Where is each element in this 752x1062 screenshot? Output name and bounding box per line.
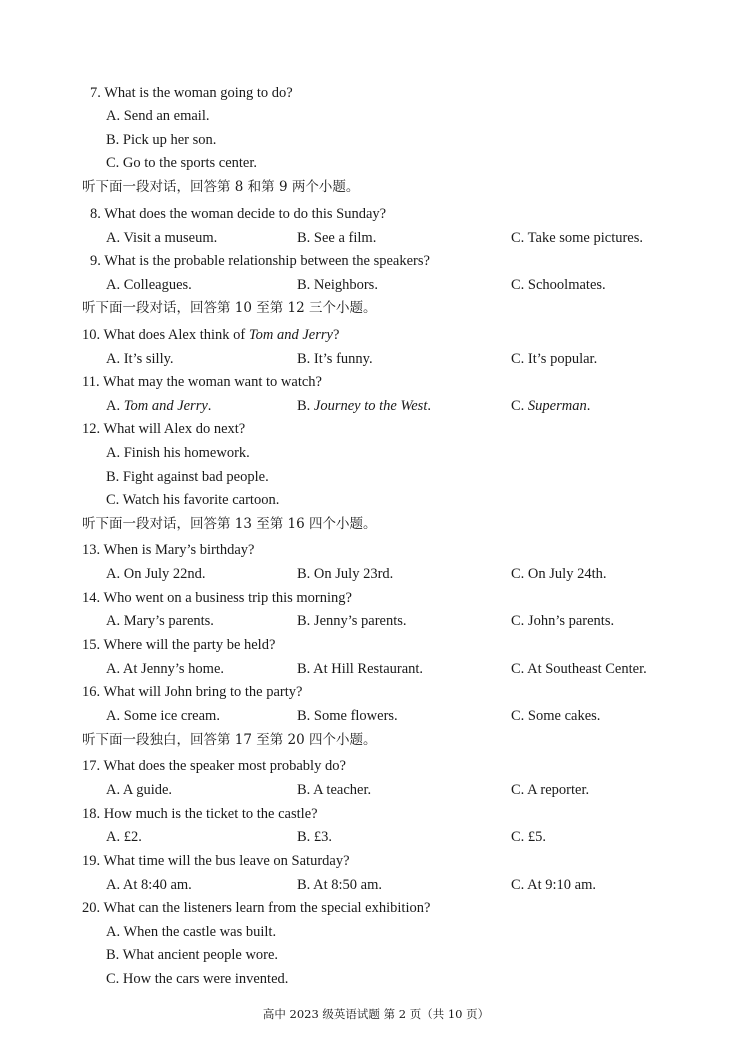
question-13-option-a: A. On July 22nd. <box>106 566 206 582</box>
question-9-option-c: C. Schoolmates. <box>511 277 606 293</box>
question-20-option-a: A. When the castle was built. <box>106 924 277 940</box>
question-15-option-c: C. At Southeast Center. <box>511 661 647 677</box>
section-instruction-1: 听下面一段对话，回答第 8 和第 9 两个小题。 <box>82 179 360 195</box>
question-16-stem: 16. What will John bring to the party? <box>82 684 303 700</box>
question-15-option-a: A. At Jenny’s home. <box>106 661 225 677</box>
question-12-option-a: A. Finish his homework. <box>106 445 250 461</box>
question-10-stem-title: Tom and Jerry <box>248 327 333 343</box>
section-instruction-2: 听下面一段对话，回答第 10 至第 12 三个小题。 <box>82 300 377 316</box>
question-10-option-a: A. It’s silly. <box>106 351 174 367</box>
question-9-stem: 9. What is the probable relationship between the speakers? <box>90 253 430 269</box>
question-10-option-b: B. It’s funny. <box>297 351 373 367</box>
question-11-option-b <box>297 397 431 415</box>
question-11-option-b-letter: B. <box>297 398 314 414</box>
question-7-option-a: A. Send an email. <box>106 108 210 124</box>
question-13-stem: 13. When is Mary’s birthday? <box>82 542 255 558</box>
question-16-option-b: B. Some flowers. <box>297 708 398 724</box>
question-11-option-b-end: . <box>427 398 431 414</box>
question-11-option-a <box>106 397 211 415</box>
question-11-option-a-letter: A. <box>106 398 124 414</box>
question-12-option-c: C. Watch his favorite cartoon. <box>106 492 280 508</box>
question-18-option-a: A. £2. <box>106 829 142 845</box>
question-11-option-c-end: . <box>586 398 591 414</box>
question-20-option-c: C. How the cars were invented. <box>106 971 289 987</box>
question-10-stem-end: ? <box>332 327 340 343</box>
question-12-option-b: B. Fight against bad people. <box>106 469 269 485</box>
question-19-stem: 19. What time will the bus leave on Saturday? <box>82 853 350 869</box>
question-20-option-b: B. What ancient people wore. <box>106 947 279 963</box>
question-7-stem: 7. What is the woman going to do? <box>90 85 293 101</box>
question-14-option-a: A. Mary’s parents. <box>106 613 214 629</box>
question-8-stem: 8. What does the woman decide to do this Sunday? <box>90 206 387 222</box>
question-11-stem: 11. What may the woman want to watch? <box>82 374 322 390</box>
question-14-option-b: B. Jenny’s parents. <box>297 613 407 629</box>
question-14-stem: 14. Who went on a business trip this morning? <box>82 590 352 606</box>
question-7-option-c: C. Go to the sports center. <box>106 155 258 171</box>
question-15-option-b: B. At Hill Restaurant. <box>297 661 424 677</box>
question-19-option-c: C. At 9:10 am. <box>511 877 596 893</box>
question-19-option-b: B. At 8:50 am. <box>297 877 382 893</box>
question-10-stem <box>82 326 339 344</box>
question-9-option-a: A. Colleagues. <box>106 277 192 293</box>
question-18-option-c: C. £5. <box>511 829 547 845</box>
question-20-stem: 20. What can the listeners learn from the special exhibition? <box>82 900 431 916</box>
question-13-option-b: B. On July 23rd. <box>297 566 394 582</box>
question-10-option-c: C. It’s popular. <box>511 351 598 367</box>
question-10-stem-text: 10. What does Alex think of <box>82 327 249 343</box>
question-11-option-a-title: Tom and Jerry <box>123 398 208 414</box>
question-19-option-a: A. At 8:40 am. <box>106 877 192 893</box>
question-17-option-b: B. A teacher. <box>297 782 372 798</box>
page-footer: 高中 2023 级英语试题 第 2 页（共 10 页） <box>262 1007 490 1021</box>
section-instruction-3: 听下面一段对话，回答第 13 至第 16 四个小题。 <box>82 516 377 532</box>
question-8-option-c: C. Take some pictures. <box>511 230 644 246</box>
question-11-option-c <box>511 397 590 415</box>
question-17-option-c: C. A reporter. <box>511 782 590 798</box>
question-15-stem: 15. Where will the party be held? <box>82 637 276 653</box>
question-17-option-a: A. A guide. <box>106 782 173 798</box>
question-17-stem: 17. What does the speaker most probably do? <box>82 758 346 774</box>
question-11-option-c-letter: C. <box>511 398 528 414</box>
question-16-option-a: A. Some ice cream. <box>106 708 220 724</box>
question-13-option-c: C. On July 24th. <box>511 566 607 582</box>
question-9-option-b: B. Neighbors. <box>297 277 378 293</box>
question-8-option-a: A. Visit a museum. <box>106 230 218 246</box>
question-14-option-c: C. John’s parents. <box>511 613 615 629</box>
question-7-option-b: B. Pick up her son. <box>106 132 217 148</box>
question-8-option-b: B. See a film. <box>297 230 377 246</box>
question-12-stem: 12. What will Alex do next? <box>82 421 246 437</box>
question-11-option-c-title: Superman <box>527 398 587 414</box>
question-18-option-b: B. £3. <box>297 829 333 845</box>
question-18-stem: 18. How much is the ticket to the castle? <box>82 806 318 822</box>
section-instruction-4: 听下面一段独白，回答第 17 至第 20 四个小题。 <box>82 732 377 748</box>
question-11-option-b-title: Journey to the West <box>313 398 428 414</box>
question-11-option-a-end: . <box>207 398 212 414</box>
question-16-option-c: C. Some cakes. <box>511 708 601 724</box>
